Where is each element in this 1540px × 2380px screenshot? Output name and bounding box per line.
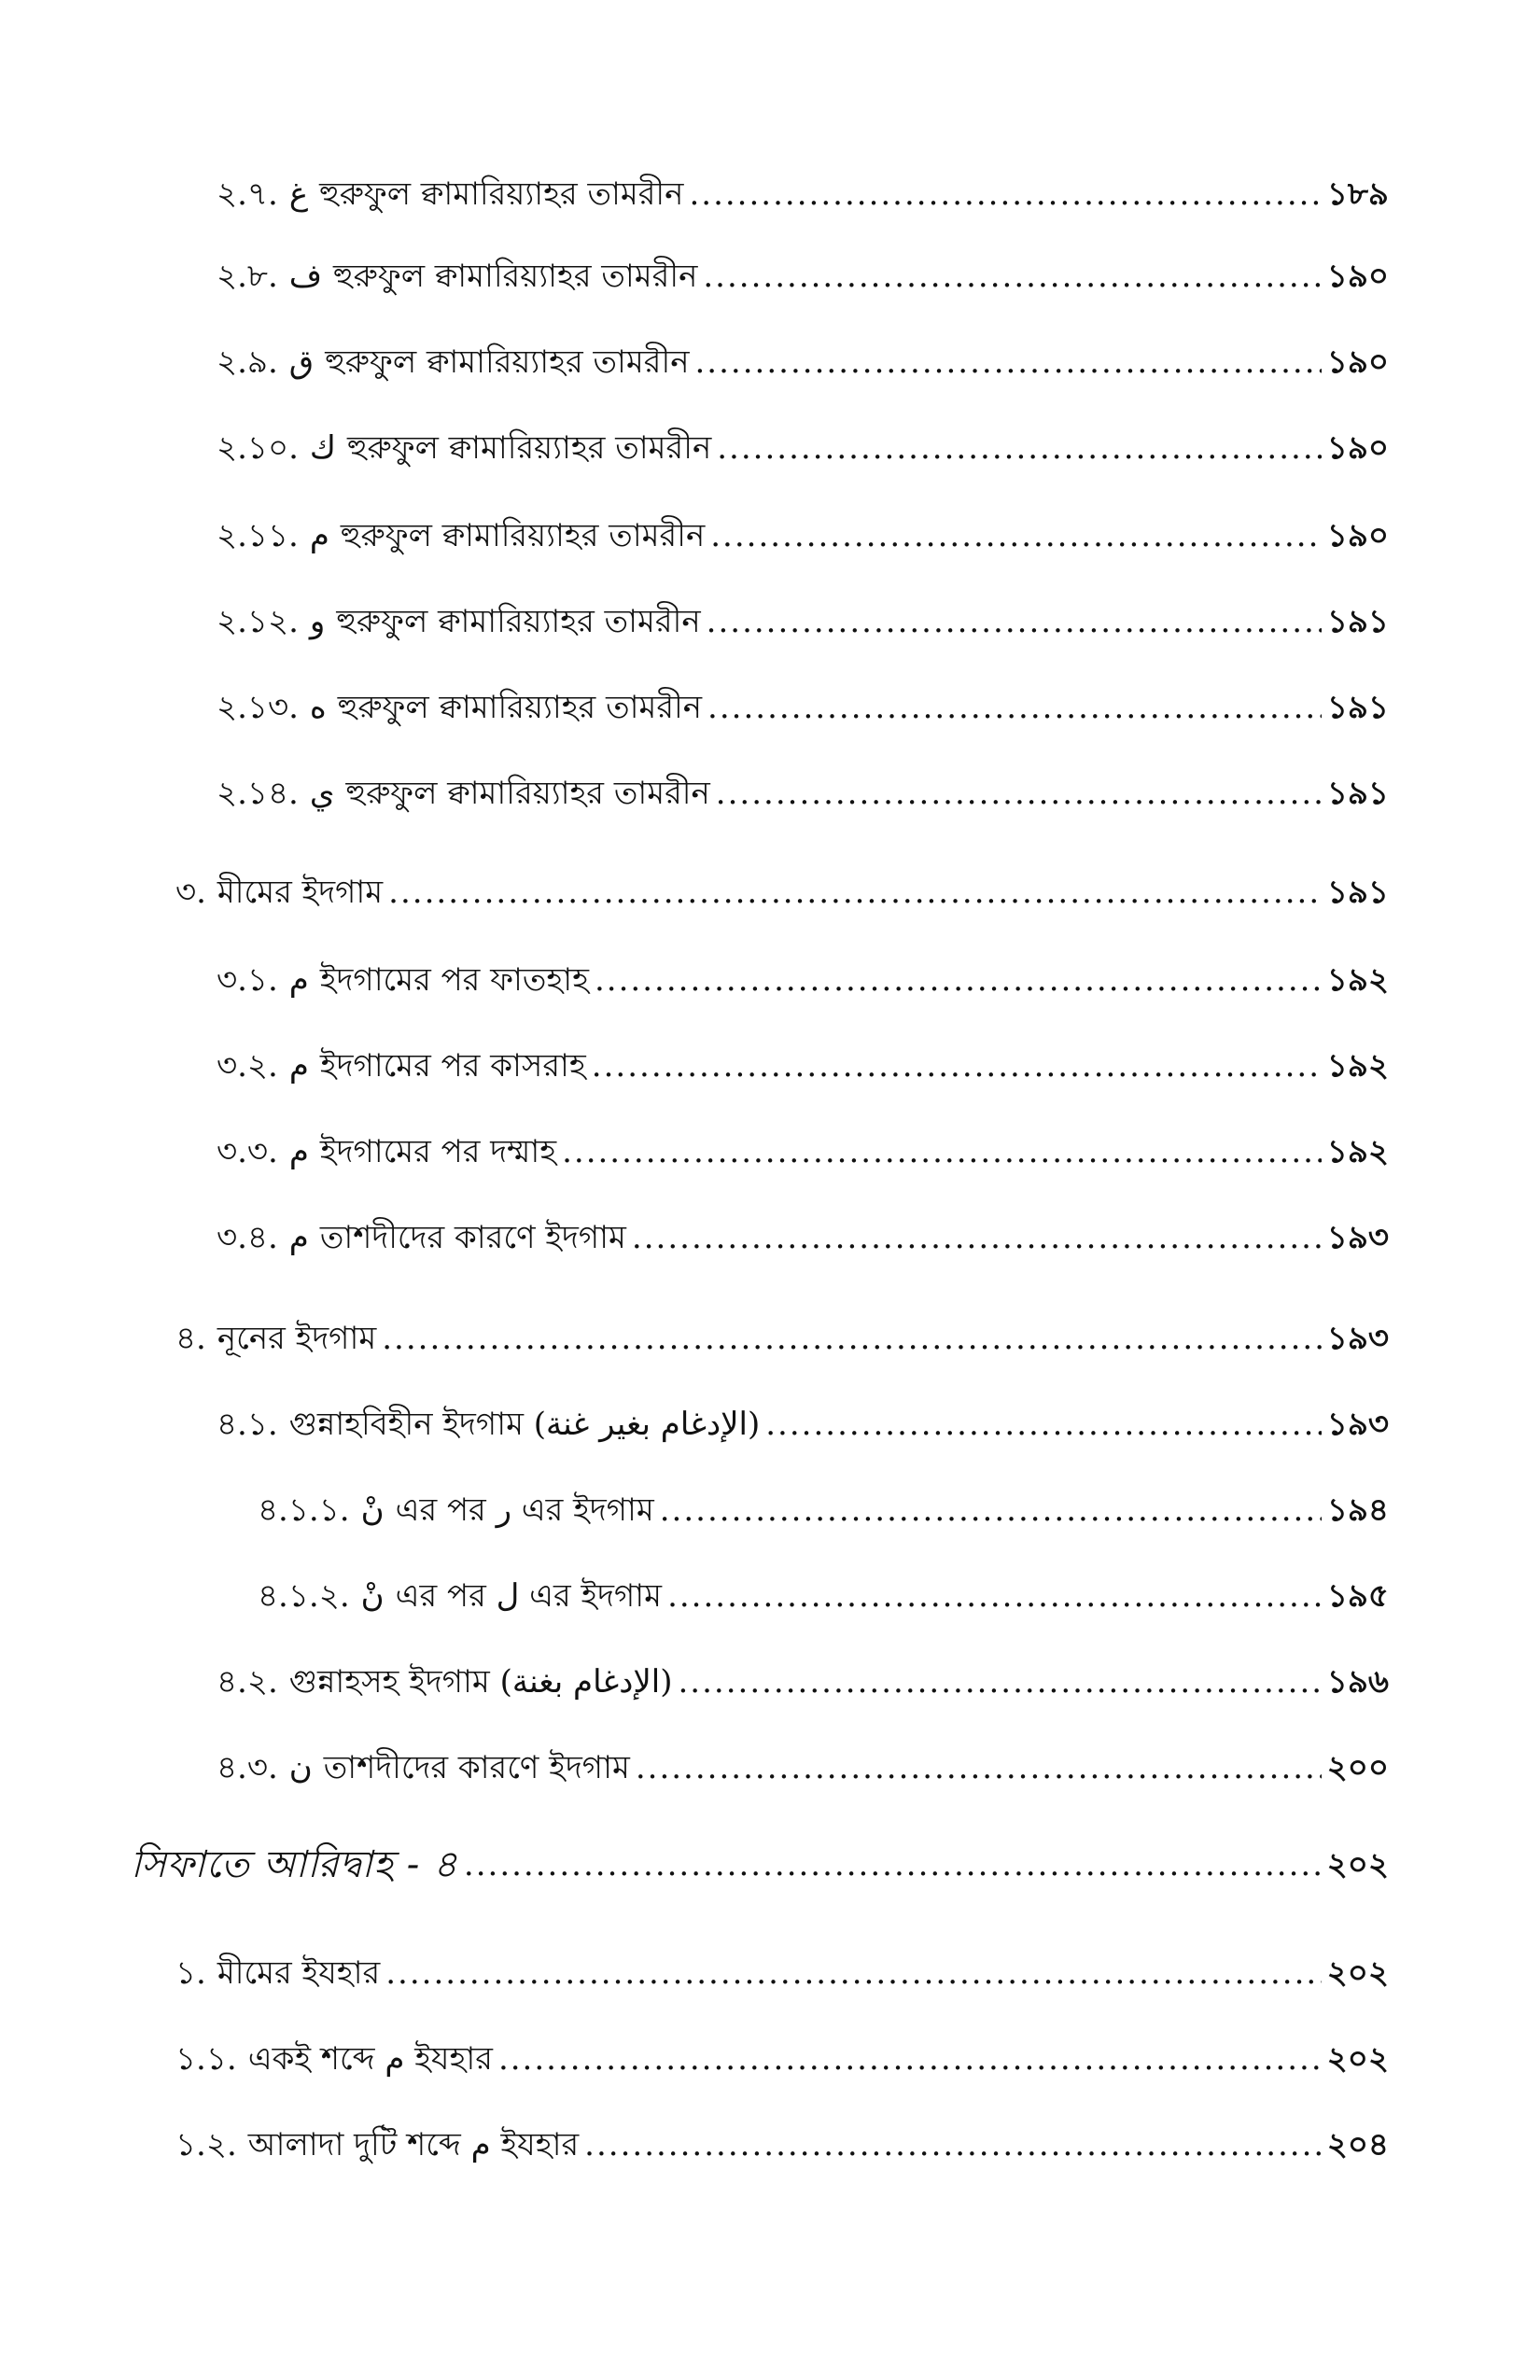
toc-entry-title bbox=[217, 427, 711, 469]
toc-entry-number: ৩. bbox=[175, 874, 206, 911]
toc-page-number: ২০২ bbox=[1326, 1954, 1389, 1992]
toc-entry-label: হুরুফুল ক্বামারিয়্যাহর তামরীন bbox=[340, 517, 706, 554]
toc-entry-number: ৪.১.২. bbox=[258, 1577, 350, 1615]
toc-entry-number: ২.১২. bbox=[217, 603, 299, 640]
toc-entry-label: একই শব্দে م ইযহার bbox=[247, 2040, 493, 2078]
dot-leader bbox=[703, 256, 1321, 297]
toc-page-number: ১৯৩ bbox=[1326, 1219, 1389, 1256]
arabic-letter: ق bbox=[288, 343, 315, 381]
toc-entry[interactable] bbox=[175, 1303, 1389, 1359]
toc-entry-title bbox=[217, 1661, 672, 1702]
toc-entry-title bbox=[217, 174, 683, 215]
toc-entry-number: ১.২. bbox=[175, 2126, 237, 2163]
toc-entry-label: নূনের ইদগাম bbox=[217, 1320, 377, 1357]
toc-entry-label: হুরুফুল ক্বামারিয়্যাহর তামরীন bbox=[345, 775, 710, 812]
dot-leader bbox=[632, 1217, 1322, 1258]
toc-entry-title bbox=[217, 773, 710, 814]
toc-entry[interactable] bbox=[217, 945, 1389, 1001]
toc-entry-title bbox=[217, 1045, 586, 1086]
toc-entry[interactable] bbox=[175, 1938, 1389, 1994]
arabic-letter: ه bbox=[309, 689, 327, 726]
toc-entry-label: ইদগামের পর কাসরাহ bbox=[319, 1047, 586, 1085]
toc-entry-label: এর পর ل এর ইদগাম bbox=[395, 1577, 663, 1615]
arabic-letter: غ bbox=[288, 175, 309, 213]
dot-leader bbox=[584, 2124, 1322, 2165]
toc-entry[interactable] bbox=[175, 2109, 1389, 2165]
toc-chapter-entry[interactable] bbox=[131, 1829, 1389, 1885]
toc-entry[interactable] bbox=[175, 857, 1389, 913]
toc-entry-label: তাশদীদের কারণে ইদগাম bbox=[319, 1219, 626, 1256]
toc-entry-label: হুরুফুল ক্বামারিয়্যাহর তামরীন bbox=[337, 689, 703, 726]
arabic-letter: ف bbox=[288, 258, 323, 295]
toc-entry[interactable] bbox=[258, 1475, 1389, 1531]
toc-page-number: ১৯১ bbox=[1326, 689, 1389, 726]
toc-entry[interactable] bbox=[217, 1202, 1389, 1258]
dot-leader bbox=[717, 427, 1322, 469]
dot-leader bbox=[678, 1661, 1321, 1702]
arabic-letter: ي bbox=[309, 775, 335, 812]
toc-entry-number: ২.১০. bbox=[217, 429, 299, 467]
toc-page-number: ১৯৩ bbox=[1326, 1406, 1389, 1443]
toc-entry-label: হুরুফুল ক্বামারিয়্যাহর তামরীন bbox=[333, 258, 698, 295]
toc-entry-title bbox=[217, 601, 701, 642]
arabic-letter: ك bbox=[309, 429, 336, 467]
dot-leader bbox=[592, 1045, 1322, 1086]
toc-entry[interactable] bbox=[217, 758, 1389, 814]
toc-page-number: ১৯৫ bbox=[1326, 1577, 1389, 1615]
toc-entry-number: ১. bbox=[175, 1954, 206, 1992]
dot-leader bbox=[660, 1490, 1322, 1531]
toc-entry-title bbox=[175, 1318, 376, 1359]
toc-entry-label: হুরুফুল ক্বামারিয়্যাহর তামরীন bbox=[319, 175, 684, 213]
toc-entry-title bbox=[217, 256, 697, 297]
toc-entry-label: আলাদা দুটি শব্দে م ইযহার bbox=[247, 2126, 580, 2163]
toc-page-number: ১৯১ bbox=[1326, 775, 1389, 812]
toc-entry-number: ৪. bbox=[175, 1320, 206, 1357]
toc-entry-number: ২.৮. bbox=[217, 258, 278, 295]
toc-entry-number: ৩.২. bbox=[217, 1047, 278, 1085]
toc-entry-number: ২.১১. bbox=[217, 517, 299, 554]
toc-entry[interactable] bbox=[217, 1646, 1389, 1702]
toc-entry-number: ২.১৩. bbox=[217, 689, 299, 726]
arabic-letter: ن bbox=[288, 1749, 313, 1786]
toc-entry-title bbox=[175, 2124, 579, 2165]
arabic-letter: م bbox=[288, 1219, 309, 1256]
toc-page-number: ১৯২ bbox=[1326, 961, 1389, 999]
toc-entry-title bbox=[217, 1217, 626, 1258]
toc-entry-number: ২.৭. bbox=[217, 175, 278, 213]
toc-entry-title bbox=[217, 342, 690, 383]
toc-entry-title bbox=[217, 1131, 556, 1172]
dot-leader bbox=[382, 1318, 1322, 1359]
toc-entry[interactable] bbox=[258, 1561, 1389, 1617]
toc-entry-title bbox=[217, 1747, 630, 1788]
toc-entry-label: এর পর ر এর ইদগাম bbox=[395, 1491, 654, 1529]
toc-entry-title bbox=[217, 515, 705, 556]
toc-entry-title bbox=[258, 1575, 662, 1617]
toc-page-number: ১৯১ bbox=[1326, 874, 1389, 911]
arabic-letter: م bbox=[288, 1133, 309, 1170]
dot-leader bbox=[385, 1953, 1321, 1994]
toc-entry[interactable] bbox=[217, 1030, 1389, 1086]
dot-leader bbox=[765, 1404, 1322, 1445]
toc-entry-number: ৪.৩. bbox=[217, 1749, 278, 1786]
toc-page-number: ২০২ bbox=[1326, 1846, 1389, 1883]
toc-entry[interactable] bbox=[217, 159, 1389, 215]
arabic-letter: و bbox=[309, 603, 326, 640]
toc-entry-title bbox=[217, 959, 589, 1001]
toc-entry[interactable] bbox=[217, 672, 1389, 728]
toc-entry-title bbox=[175, 2038, 493, 2079]
toc-entry[interactable] bbox=[217, 327, 1389, 383]
toc-entry-number: ৩.৪. bbox=[217, 1219, 278, 1256]
toc-entry-number: ২.১৪. bbox=[217, 775, 299, 812]
dot-leader bbox=[388, 872, 1322, 913]
toc-entry-label: হুরুফুল ক্বামারিয়্যাহর তামরীন bbox=[336, 603, 701, 640]
toc-page-number: ১৯০ bbox=[1326, 258, 1389, 295]
toc-page-number: ১৯০ bbox=[1326, 429, 1389, 467]
arabic-letter: نْ bbox=[360, 1577, 385, 1615]
toc-page-number: ২০৪ bbox=[1326, 2126, 1389, 2163]
toc-entry[interactable] bbox=[217, 1389, 1389, 1445]
dot-leader bbox=[716, 773, 1322, 814]
toc-entry-label: ইদগামের পর ফাতহাহ bbox=[319, 961, 589, 999]
toc-entry-title bbox=[131, 1844, 458, 1885]
toc-entry-number: ৪.১. bbox=[217, 1406, 278, 1443]
arabic-letter: نْ bbox=[360, 1491, 385, 1529]
toc-page-number: ১৯৬ bbox=[1326, 1663, 1389, 1701]
chapter-title: সিফাতে আরিদ্বাহ - ৪ bbox=[131, 1843, 458, 1886]
dot-leader bbox=[636, 1747, 1322, 1788]
toc-entry-label: মীমের ইদগাম bbox=[217, 874, 384, 911]
toc-page-number: ১৯০ bbox=[1326, 343, 1389, 381]
dot-leader bbox=[707, 601, 1322, 642]
toc-page-number: ১৯২ bbox=[1326, 1047, 1389, 1085]
toc-entry[interactable] bbox=[217, 413, 1389, 469]
dot-leader bbox=[667, 1575, 1322, 1617]
toc-page-number: ১৯০ bbox=[1326, 517, 1389, 554]
dot-leader bbox=[498, 2038, 1322, 2079]
dot-leader bbox=[464, 1844, 1322, 1885]
toc-entry-title bbox=[175, 872, 383, 913]
toc-page-number: ১৯২ bbox=[1326, 1133, 1389, 1170]
toc-entry-label: গুন্নাহসহ ইদগাম (الإدغام بغنة) bbox=[288, 1663, 673, 1701]
toc-entry-number: ১.১. bbox=[175, 2040, 237, 2078]
toc-entry[interactable] bbox=[217, 1116, 1389, 1172]
toc-entry-label: মীমের ইযহার bbox=[217, 1954, 381, 1992]
toc-entry[interactable] bbox=[175, 2023, 1389, 2079]
toc-page-number: ২০২ bbox=[1326, 2040, 1389, 2078]
toc-page-number: ১৯৩ bbox=[1326, 1320, 1389, 1357]
toc-entry-number: ২.৯. bbox=[217, 343, 278, 381]
dot-leader bbox=[710, 515, 1322, 556]
dot-leader bbox=[707, 687, 1322, 728]
toc-entry-number: ৪.২. bbox=[217, 1663, 278, 1701]
arabic-letter: م bbox=[309, 517, 329, 554]
toc-entry[interactable] bbox=[217, 500, 1389, 556]
dot-leader bbox=[689, 174, 1321, 215]
dot-leader bbox=[595, 959, 1322, 1001]
toc-entry-label: ইদগামের পর দম্মাহ bbox=[319, 1133, 557, 1170]
toc-entry-label: হুরুফুল ক্বামারিয়্যাহর তামরীন bbox=[325, 343, 690, 381]
toc-entry-label: গুন্নাহবিহীন ইদগাম (الإدغام بغير غنة) bbox=[288, 1406, 761, 1443]
arabic-letter: م bbox=[288, 961, 309, 999]
toc-page-number: ১৮৯ bbox=[1326, 175, 1389, 213]
toc-entry[interactable] bbox=[217, 241, 1389, 297]
toc-entry[interactable] bbox=[217, 586, 1389, 642]
toc-page-number: ১৯১ bbox=[1326, 603, 1389, 640]
arabic-letter: م bbox=[288, 1047, 309, 1085]
toc-entry[interactable] bbox=[217, 1732, 1389, 1788]
dot-leader bbox=[695, 342, 1322, 383]
toc-page-number: ২০০ bbox=[1326, 1749, 1389, 1786]
dot-leader bbox=[562, 1131, 1322, 1172]
toc-entry-number: ৪.১.১. bbox=[258, 1491, 350, 1529]
toc-entry-title bbox=[175, 1953, 380, 1994]
toc-entry-number: ৩.১. bbox=[217, 961, 278, 999]
toc-page-number: ১৯৪ bbox=[1326, 1491, 1389, 1529]
toc-entry-number: ৩.৩. bbox=[217, 1133, 278, 1170]
toc-entry-label: তাশদীদের কারণে ইদগাম bbox=[323, 1749, 630, 1786]
toc-entry-title bbox=[217, 687, 702, 728]
toc-entry-title bbox=[217, 1404, 760, 1445]
toc-entry-label: হুরুফুল ক্বামারিয়্যাহর তামরীন bbox=[346, 429, 712, 467]
toc-entry-title bbox=[258, 1490, 654, 1531]
